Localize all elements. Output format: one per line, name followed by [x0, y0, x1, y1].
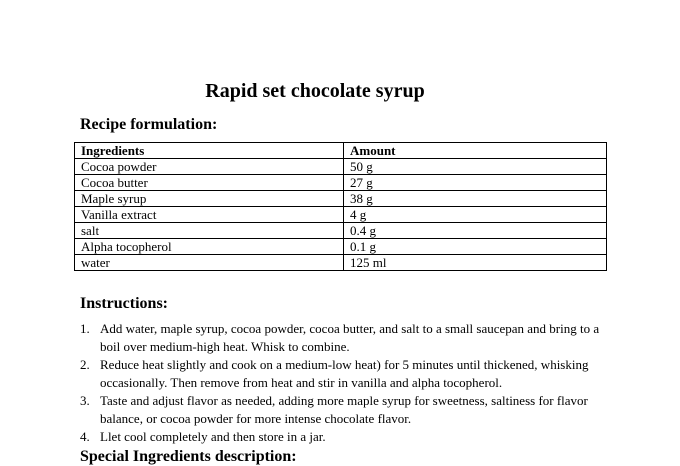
- amount-cell: 0.4 g: [344, 223, 607, 239]
- step-number: 2.: [80, 357, 90, 372]
- special-ingredients-heading: Special Ingredients description:: [80, 448, 297, 465]
- table-row: [75, 175, 607, 191]
- column-header-amount: Amount: [344, 143, 607, 159]
- amount-cell: 27 g: [344, 175, 607, 191]
- ingredient-cell: Maple syrup: [75, 191, 344, 207]
- recipe-heading: Recipe formulation:: [80, 116, 218, 133]
- document-title: Rapid set chocolate syrup: [205, 80, 425, 102]
- list-item: [80, 356, 600, 392]
- list-item: [80, 428, 600, 446]
- recipe-table: [74, 142, 607, 271]
- step-text: Add water, maple syrup, cocoa powder, cocoa butter, and salt to a small saucepan and bring to a boil over medium-high heat. Whisk to combine.: [100, 321, 600, 354]
- step-text: Llet cool completely and then store in a jar.: [100, 429, 326, 444]
- list-item: [80, 320, 600, 356]
- step-number: 1.: [80, 321, 90, 336]
- list-item: [80, 392, 600, 428]
- instructions-heading: Instructions:: [80, 295, 169, 312]
- ingredient-cell: Cocoa powder: [75, 159, 344, 175]
- step-number: 4.: [80, 429, 90, 444]
- table-row: [75, 191, 607, 207]
- table-row: [75, 223, 607, 239]
- instructions-list: [80, 320, 600, 446]
- ingredient-cell: Alpha tocopherol: [75, 239, 344, 255]
- table-row: [75, 239, 607, 255]
- amount-cell: 125 ml: [344, 255, 607, 271]
- amount-cell: 4 g: [344, 207, 607, 223]
- table-row: [75, 255, 607, 271]
- table-row: [75, 207, 607, 223]
- ingredient-cell: water: [75, 255, 344, 271]
- table-header-row: [75, 143, 607, 159]
- amount-cell: 50 g: [344, 159, 607, 175]
- amount-cell: 0.1 g: [344, 239, 607, 255]
- column-header-ingredients: Ingredients: [75, 143, 344, 159]
- ingredient-cell: Cocoa butter: [75, 175, 344, 191]
- ingredient-cell: salt: [75, 223, 344, 239]
- table-row: [75, 159, 607, 175]
- step-number: 3.: [80, 393, 90, 408]
- ingredient-cell: Vanilla extract: [75, 207, 344, 223]
- amount-cell: 38 g: [344, 191, 607, 207]
- step-text: Reduce heat slightly and cook on a medium-low heat) for 5 minutes until thickened, whisking occasionally. Then remove from heat and stir in vanilla and alpha tocopherol.: [100, 357, 589, 390]
- step-text: Taste and adjust flavor as needed, adding more maple syrup for sweetness, saltiness for flavor balance, or cocoa powder for more intense chocolate flavor.: [100, 393, 588, 426]
